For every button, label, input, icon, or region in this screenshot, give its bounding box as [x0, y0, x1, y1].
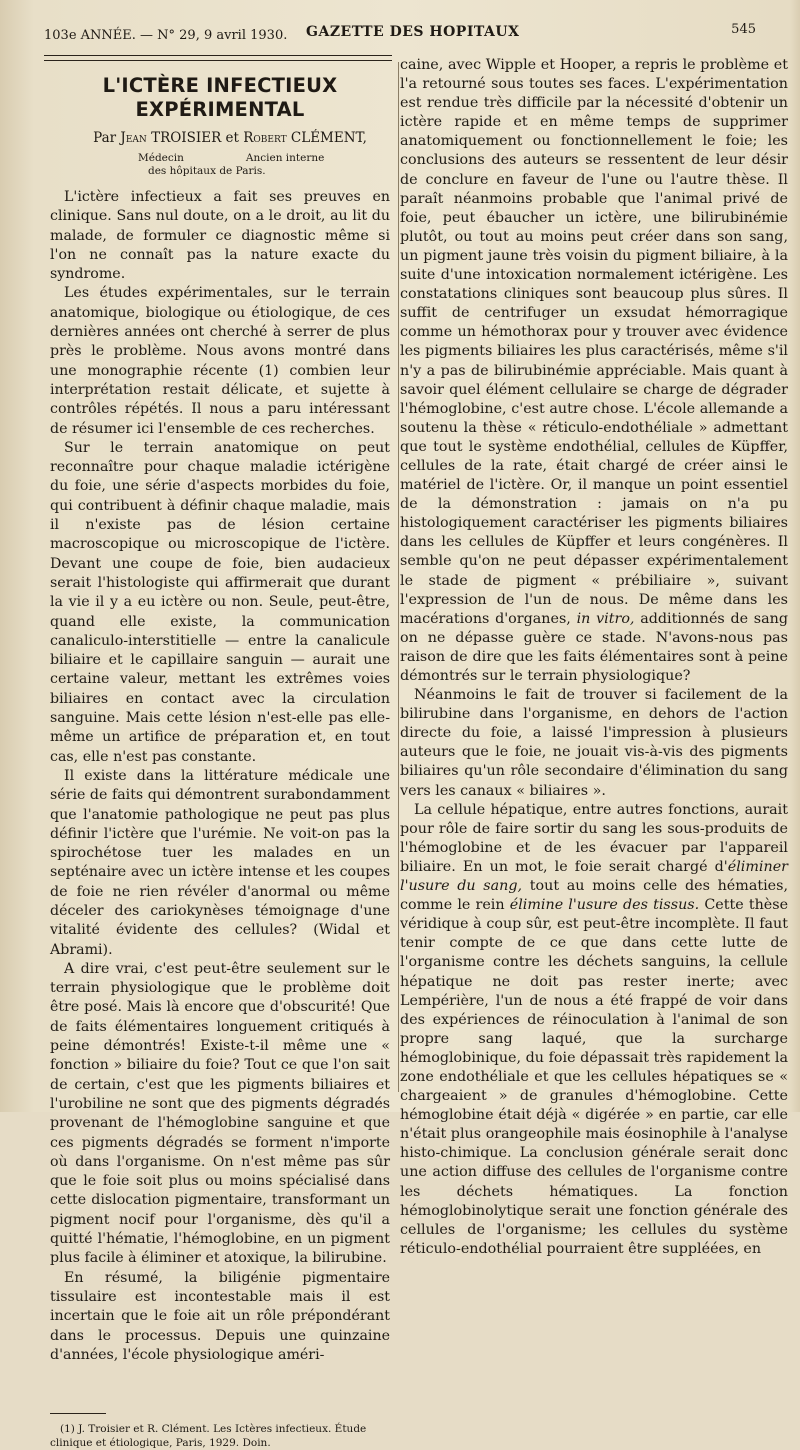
paragraph: Les études expérimentales, sur le terrain anatomique, biologique ou étiologique, de ces dernières années ont cherché à serrer de plus près le problème. Nous avons montré dans une monographie récente (1) combien leur interprétation restait délicate, et sujette à contrôles répétés. Il nous a paru intéressant de résumer ici l'ensemble de ces recherches. [50, 285, 390, 437]
byline-prefix: Par [93, 130, 117, 146]
author-roles [50, 152, 390, 178]
article-title: L'ICTÈRE INFECTIEUX EXPÉRIMENTAL [102, 74, 338, 121]
right-column [400, 56, 788, 1259]
author-1: Jean TROISIER [120, 130, 222, 146]
paragraph: En résumé, la biligénie pigmentaire tissulaire est incontestable mais il est incertain que le foie ait un rôle prépondérant dans le processus. Depuis une quinzaine d'années, l'école physiologique améri- [50, 1269, 390, 1363]
role-1: Médecin [138, 152, 184, 164]
paragraph-text: additionnés de sang on ne dépasse guère ce stade. N'avons-nous pas raison de dire que les faits élémentaires sont à peine démontrés sur le terrain physiologique? [400, 610, 789, 684]
paragraph [400, 56, 788, 686]
emphasis-text: élimine l'usure des tissus. [509, 897, 700, 914]
left-column [50, 66, 390, 1450]
paragraph: Il existe dans la littérature médicale une série de faits qui démontrent surabondamment que l'anatomie pathologique ne peut pas plus définir l'ictère que l'urémie. Ne voit-on pas la spirochétose tuer les malades en un septénaire avec un ictère intense et les coupes de foie ne rien révéler d'anormal ou même déceler des cariokynèses témoignage d'une vitalité évidente des cellules? (Widal et Abrami). [50, 767, 390, 958]
author-2: Robert CLÉMENT, [243, 130, 367, 146]
role-2: Ancien interne [245, 152, 325, 164]
footnote-rule [50, 1413, 106, 1414]
paragraph: A dire vrai, c'est peut-être seulement sur le terrain physiologique que le problème doit être posé. Mais là encore que d'obscurité! Que de faits élémentaires longuement critiqués à peine démontrés! Existe-t-il même une « fonction » biliaire du foie? Tout ce que l'on sait de certain, c'est que les pigments biliaires et l'urobiline ne sont que des pigments dégradés provenant de l'hémoglobine sanguine et que ces pigments dégradés se forment n'importe où dans l'organisme. On n'est même pas sûr que le foie soit plus ou moins spécialisé dans cette dislocation pigmentaire, transformant un pigment nocif pour l'organisme, dès qu'il a quitté l'hématie, l'hémoglobine, en un pigment plus facile à éliminer et atoxique, la bilirubine. [50, 960, 390, 1267]
paragraph-text: La cellule hépatique, entre autres fonctions, aurait pour rôle de faire sortir du sang les sous-produits de l'hémoglobine et de les évacuer par l'appareil biliaire. En un mot, le foie serait chargé d' [400, 801, 788, 875]
paragraph [400, 801, 788, 1259]
issue-line: 103e ANNÉE. — N° 29, 9 avril 1930. [44, 28, 288, 43]
journal-name: GAZETTE DES HOPITAUX [306, 24, 520, 40]
paragraph: Néanmoins le fait de trouver si facilement de la bilirubine dans l'organisme, en dehors de l'action directe du foie, a laissé l'impression à plusieurs auteurs que le foie, ne jouait vis-à-vis des pigments biliaires qu'un rôle secondaire d'élimination du sang vers les canaux « biliaires ». [400, 687, 788, 799]
role-place: des hôpitaux de Paris. [148, 165, 266, 177]
paragraph: L'ictère infectieux a fait ses preuves en clinique. Sans nul doute, on a le droit, au lit du malade, de formuler ce diagnostic même si l'on ne connaît pas la nature exacte du syndrome. [50, 189, 390, 283]
column-divider [398, 62, 399, 1092]
footnote: (1) J. Troisier et R. Clément. Les Ictères infectieux. Étude clinique et étiologique, Paris, 1929. Doin. [50, 1423, 367, 1450]
paragraph-text: Cette thèse véridique à coup sûr, est peut-être incomplète. Il faut tenir compte de ce que dans cette lutte de l'organisme contre les déchets sanguins, la cellule hépatique ne doit pas rester inerte; avec Lempérière, l'un de nous a été frappé de voir dans des expériences de réinoculation à l'animal de son propre sang laqué, que la surcharge hémoglobinique, du foie dépassait très rapidement la zone endothéliale et que les cellules hépatiques se « chargeaient » de granules d'hémoglobine. Cette hémoglobine était déjà « digérée » en partie, car elle n'était plus orangeophile mais éosinophile à l'analyse histo-chimique. La conclusion générale serait donc une action diffuse des cellules de l'organisme contre les déchets hématiques. La fonction hémoglobinolytique serait une fonction générale des cellules de l'organisme; les cellules du système réticulo-endothélial pourraient être suppléées, en [400, 897, 789, 1257]
paragraph: Sur le terrain anatomique on peut reconnaître pour chaque maladie ictérigène du foie, une série d'aspects morbides du foie, qui contribuent à définir chaque maladie, mais il n'existe pas de lésion certaine macroscopique ou microscopique de l'ictère. Devant une coupe de foie, bien audacieux serait l'histologiste qui affirmerait que durant la vie il y a eu ictère ou non. Seule, peut-être, quand elle existe, la communication canaliculo-interstitielle — entre la canalicule biliaire et le capillaire sanguin — aurait une certaine valeur, mettant les extrêmes voies biliaires en contact avec la circulation sanguine. Mais cette lésion n'est-elle pas elle-même un artifice de préparation et, en tout cas, elle n'est pas constante. [50, 439, 390, 765]
byline [70, 128, 390, 148]
emphasis-text: in vitro, [576, 610, 635, 627]
paragraph-text: tout au moins celle des hématies, comme le rein [400, 878, 789, 914]
paragraph-text: caine, avec Wipple et Hooper, a repris le problème et l'a retourné sous toutes ses faces. L'expérimentation est rendue très difficile par la nécessité d'obtenir un ictère rapide et en même temps de supprimer anatomiquement ou fonctionnellement le foie; les conclusions des auteurs se ressentent de leur désir de conclure en faveur de l'une ou l'autre thèse. Il paraît néanmoins probable que l'animal privé de foie, peut ébaucher un ictère, une bilirubinémie plutôt, ou tout au moins peut créer dans son sang, un pigment jaune très voisin du pigment biliaire, à la suite d'une intoxication normalement ictérigène. Les constatations cliniques sont beaucoup plus sûres. Il suffit de centrifuger un exsudat hémorragique comme un hémothorax pour y trouver avec évidence les pigments biliaires les plus caractérisés, même s'il n'y a pas de bilirubinémie appréciable. Mais quant à savoir quel élément cellulaire se charge de dégrader l'hémoglobine, c'est autre chose. L'école allemande a soutenu la thèse « réticulo-endothéliale » admettant que tout le système endothélial, cellules de Küpffer, cellules de la rate, était chargé de créer ainsi le matériel de l'ictère. Or, il manque un point essentiel de la démonstration : jamais on n'a pu histologiquement caractériser les pigments biliaires dans les cellules de Küpffer et leurs congénères. Il semble qu'on ne peut dépasser expérimentalement le stade de pigment « prébiliaire », suivant l'expression de l'un de nous. De même dans les macérations d'organes, [400, 57, 788, 627]
header-rule [44, 55, 392, 56]
page-number: 545 [731, 22, 756, 37]
header-rule-thin [44, 60, 392, 61]
page-header [44, 22, 756, 48]
byline-connector: et [225, 130, 239, 146]
emphasis-text: éliminer l'usure du sang, [400, 858, 788, 895]
